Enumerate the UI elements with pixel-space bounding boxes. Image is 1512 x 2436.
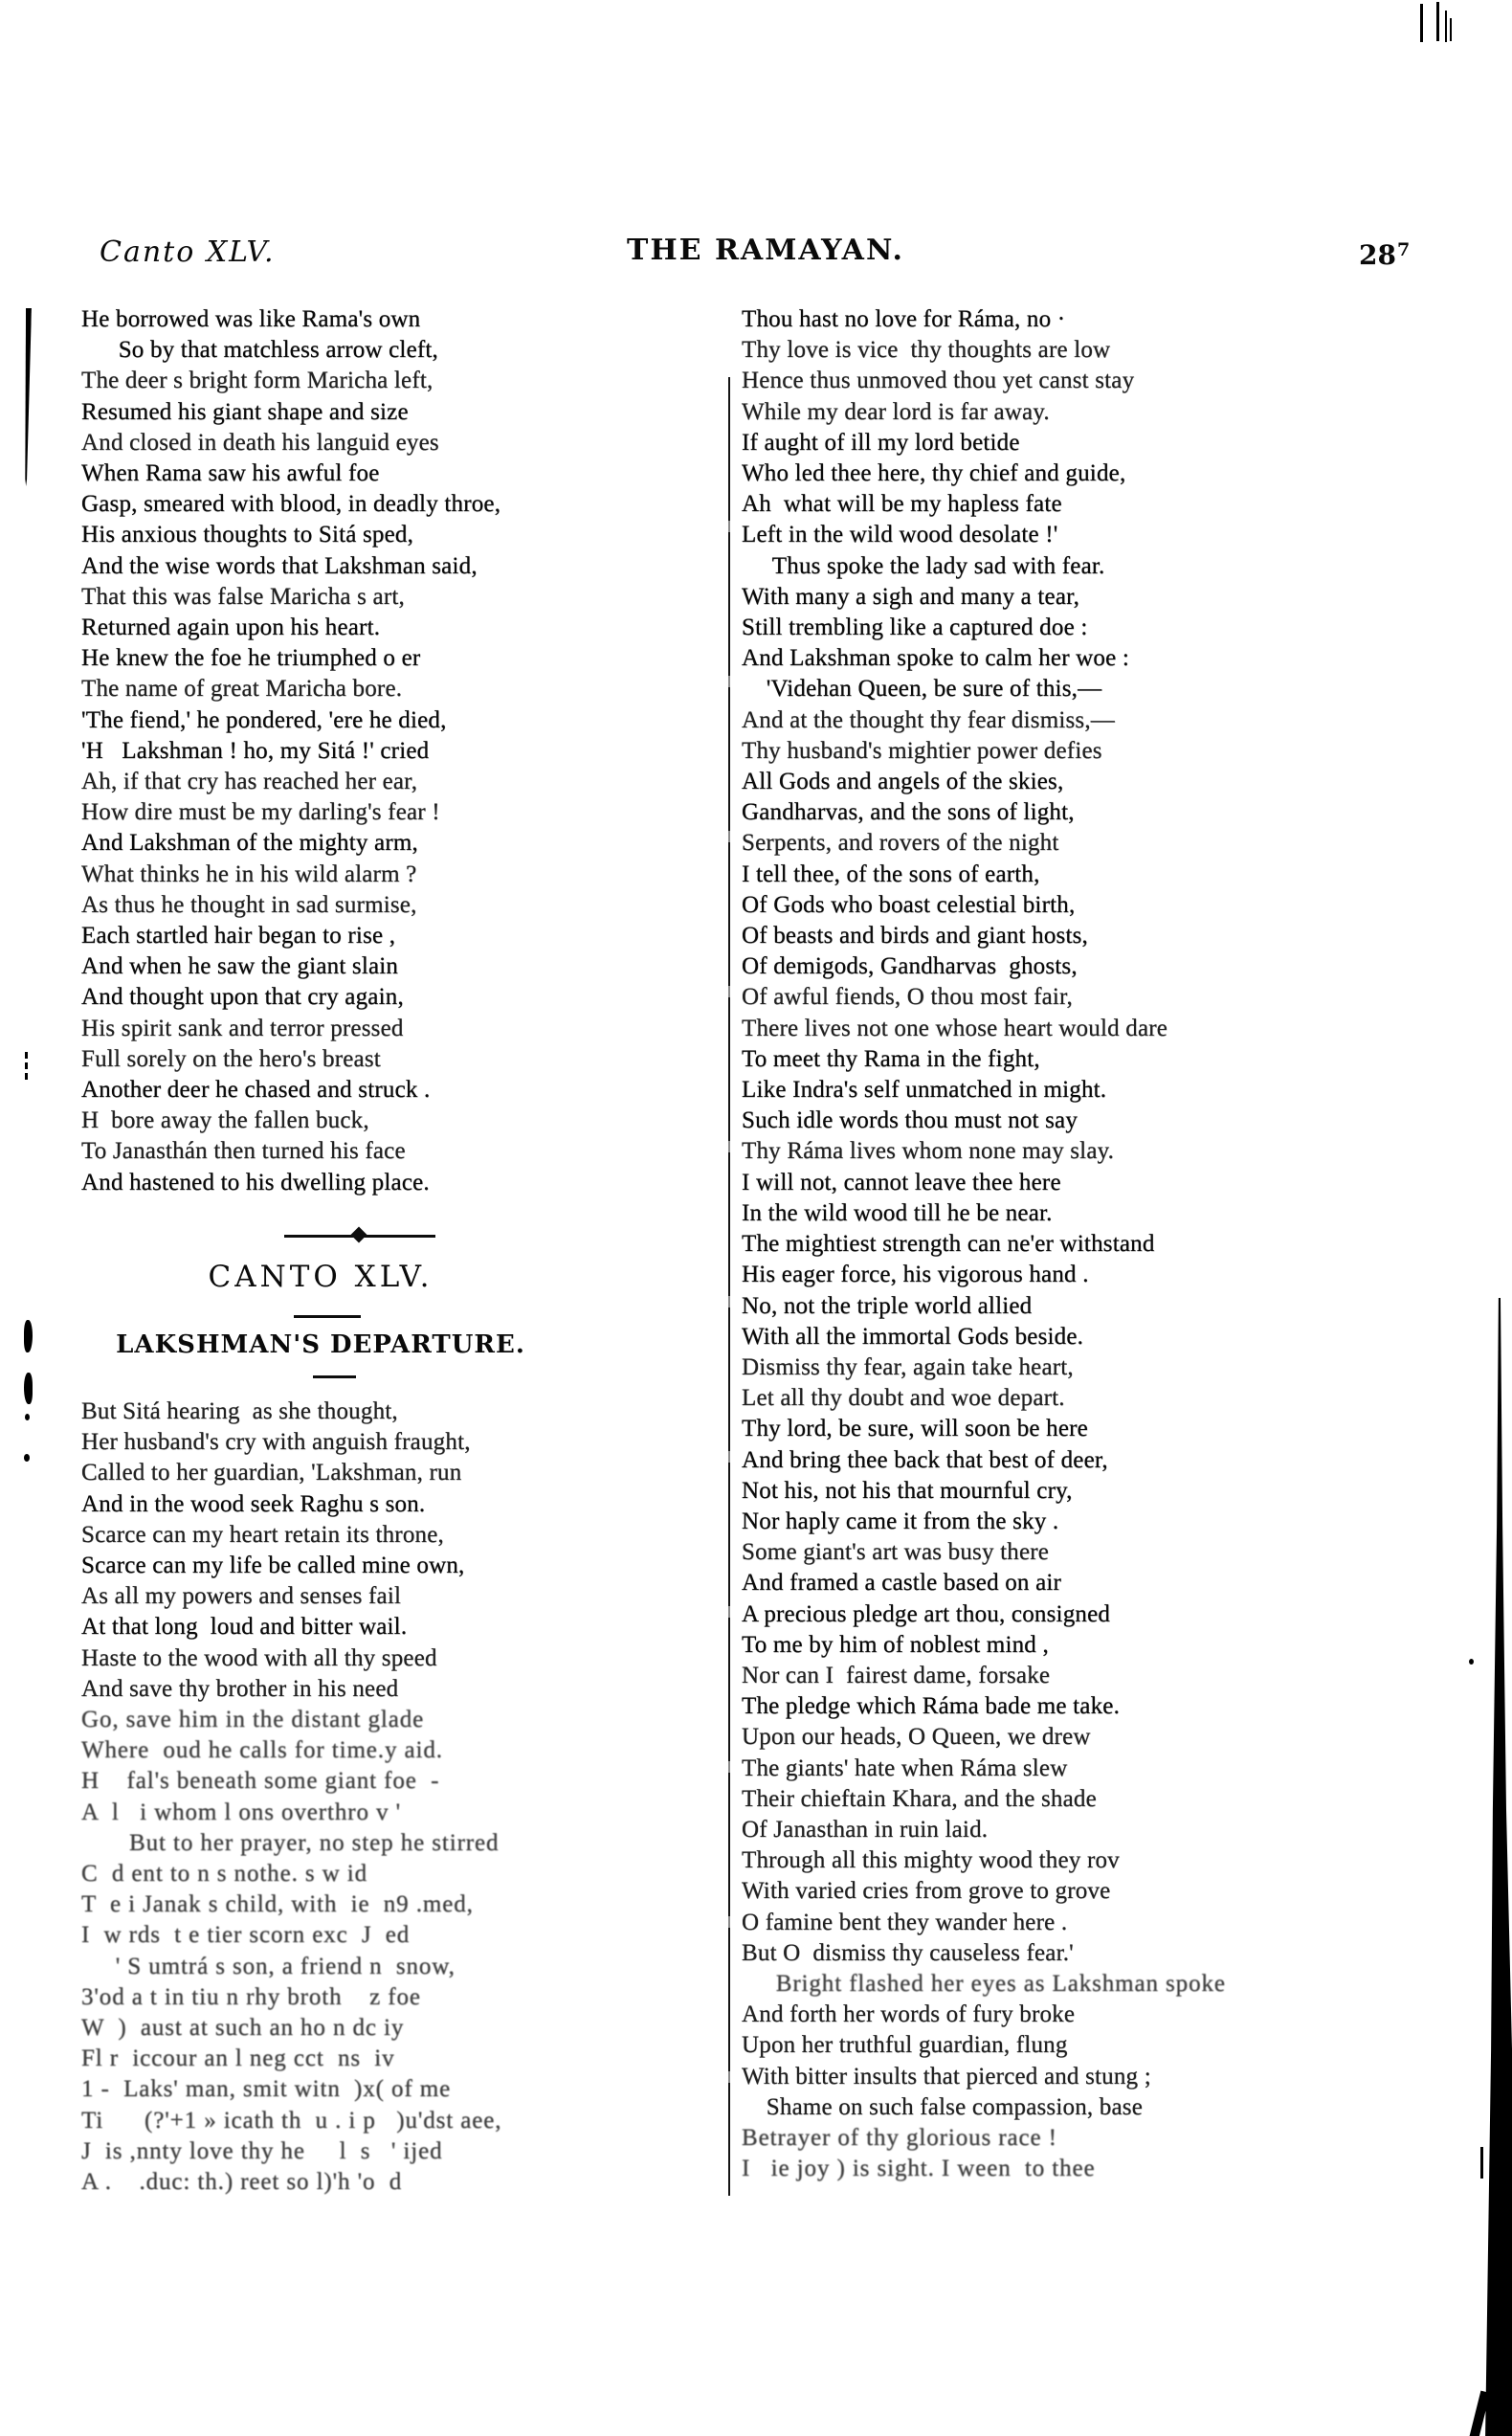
margin-ink-speck: [25, 1052, 28, 1083]
verse-line: Bright flashed her eyes as Lakshman spoke: [742, 1970, 1226, 1997]
right-column-verse: [742, 304, 1278, 2184]
verse-line: Not his, not his that mournful cry,: [742, 1477, 1073, 1504]
margin-ink-speck: [24, 1320, 33, 1352]
verse-line: I w rds t e tier scorn exc J ed: [81, 1922, 411, 1949]
verse-line: The giants' hate when Ráma slew: [742, 1754, 1068, 1781]
verse-line: Of demigods, Gandharvas ghosts,: [742, 953, 1078, 980]
verse-line: Called to her guardian, 'Lakshman, run: [81, 1460, 462, 1486]
verse-line: Left in the wild wood desolate !': [742, 522, 1058, 548]
verse-line: Gasp, smeared with blood, in deadly throe,: [81, 491, 501, 518]
verse-line: Scarce can my life be called mine own,: [81, 1553, 465, 1579]
scan-tick-mark: [1445, 11, 1447, 42]
verse-line: He knew the foe he triumphed o er: [81, 645, 421, 672]
verse-line: His spirit sank and terror pressed: [81, 1015, 404, 1041]
verse-line: O famine bent they wander here .: [742, 1909, 1068, 1935]
verse-line: But O dismiss thy causeless fear.': [742, 1939, 1074, 1966]
verse-line: Resumed his giant shape and size: [81, 398, 409, 425]
verse-line: The pledge which Ráma bade me take.: [742, 1693, 1121, 1720]
verse-line: Shame on such false compassion, base: [742, 2093, 1144, 2120]
verse-line: But to her prayer, no step he stirred: [81, 1829, 500, 1856]
verse-line: That this was false Maricha s art,: [81, 583, 405, 610]
verse-line: Upon her truthful guardian, flung: [742, 2032, 1068, 2059]
verse-line: And bring thee back that best of deer,: [742, 1446, 1108, 1473]
header-book-title: THE RAMAYAN.: [627, 234, 904, 267]
canto-subheading: LAKSHMAN'S DEPARTURE.: [116, 1330, 525, 1359]
verse-line: To meet thy Rama in the fight,: [742, 1045, 1040, 1072]
canto-heading: CANTO XLV.: [208, 1260, 434, 1294]
verse-line: Of Gods who boast celestial birth,: [742, 891, 1076, 918]
verse-line: Nor can I fairest dame, forsake: [742, 1662, 1051, 1688]
verse-line: And Lakshman spoke to calm her woe :: [742, 645, 1130, 672]
verse-line: With bitter insults that pierced and stung ;: [742, 2063, 1151, 2090]
page-number-main: 28: [1359, 239, 1396, 271]
verse-line: Betrayer of thy glorious race !: [742, 2124, 1057, 2151]
verse-line: Some giant's art was busy there: [742, 1539, 1050, 1566]
verse-line: Her husband's cry with anguish fraught,: [81, 1429, 471, 1456]
verse-line: H bore away the fallen buck,: [81, 1107, 369, 1134]
verse-line: Fl r iccour an l neg cct ns iv: [81, 2045, 395, 2072]
verse-line: Serpents, and rovers of the night: [742, 830, 1059, 857]
margin-ink-speck: [25, 1414, 30, 1420]
verse-line: ' S umtrá s son, a friend n snow,: [81, 1953, 456, 1979]
verse-line: Thy love is vice thy thoughts are low: [742, 337, 1111, 364]
verse-line: To Janasthán then turned his face: [81, 1138, 406, 1165]
section-ornament-diamond: [351, 1227, 367, 1243]
verse-line: With varied cries from grove to grove: [742, 1878, 1111, 1905]
verse-line: Such idle words thou must not say: [742, 1107, 1078, 1134]
verse-line: Of Janasthan in ruin laid.: [742, 1816, 989, 1843]
margin-ink-stroke: [22, 308, 32, 486]
verse-line: If aught of ill my lord betide: [742, 429, 1020, 456]
verse-line: Hence thus unmoved thou yet canst stay: [742, 368, 1135, 394]
verse-line: The deer s bright form Maricha left,: [81, 368, 434, 394]
verse-line: Scarce can my heart retain its throne,: [81, 1521, 444, 1548]
verse-line: Where oud he calls for time.y aid.: [81, 1737, 443, 1764]
verse-line: In the wild wood till he be near.: [742, 1199, 1053, 1226]
scan-tick-mark: [1450, 18, 1452, 41]
verse-line: Upon our heads, O Queen, we drew: [742, 1724, 1091, 1751]
verse-line: A precious pledge art thou, consigned: [742, 1600, 1111, 1627]
verse-line: And hastened to his dwelling place.: [81, 1169, 430, 1196]
verse-line: Haste to the wood with all thy speed: [81, 1644, 437, 1671]
verse-line: The name of great Maricha bore.: [81, 676, 403, 703]
margin-ink-speck: [1469, 1659, 1474, 1665]
verse-line: Thou hast no love for Ráma, no ·: [742, 306, 1066, 332]
verse-line: And thought upon that cry again,: [81, 984, 404, 1011]
verse-line: I will not, cannot leave thee here: [742, 1169, 1061, 1196]
verse-line: 1 - Laks' man, smit witn )x( of me: [81, 2076, 452, 2103]
verse-line: Thy husband's mightier power defies: [742, 737, 1102, 764]
verse-line: Ah what will be my hapless fate: [742, 491, 1062, 518]
scan-tick-mark: [1436, 2, 1439, 41]
verse-line: 'The fiend,' he pondered, 'ere he died,: [81, 706, 447, 733]
verse-line: So by that matchless arrow cleft,: [81, 337, 438, 364]
canto-heading-dash: [294, 1315, 361, 1318]
verse-line: Of awful fiends, O thou most fair,: [742, 984, 1074, 1011]
header-canto-label: Canto XLV.: [100, 235, 276, 269]
verse-line: Go, save him in the distant glade: [81, 1707, 425, 1733]
verse-line: Ti (?'+1 » icath th u . i p )u'dst aee,: [81, 2107, 502, 2134]
verse-line: Ah, if that cry has reached her ear,: [81, 769, 418, 795]
verse-line: 'H Lakshman ! ho, my Sitá !' cried: [81, 737, 430, 764]
verse-line: The mightiest strength can ne'er withstand: [742, 1231, 1155, 1258]
verse-line: What thinks he in his wild alarm ?: [81, 860, 417, 887]
verse-line: Thy Ráma lives whom none may slay.: [742, 1138, 1115, 1165]
verse-line: With all the immortal Gods beside.: [742, 1323, 1084, 1350]
canto-subheading-dash: [313, 1375, 356, 1378]
verse-line: I ie joy ) is sight. I ween to thee: [742, 2156, 1096, 2182]
verse-line: All Gods and angels of the skies,: [742, 769, 1064, 795]
page-number-superscript: 7: [1396, 239, 1411, 260]
verse-line: Each startled hair began to rise ,: [81, 923, 396, 950]
verse-line: While my dear lord is far away.: [742, 398, 1050, 425]
verse-line: And forth her words of fury broke: [742, 2001, 1076, 2028]
margin-ink-speck: [1480, 2147, 1483, 2179]
verse-line: Their chieftain Khara, and the shade: [742, 1785, 1097, 1812]
verse-line: When Rama saw his awful foe: [81, 460, 380, 487]
verse-line: How dire must be my darling's fear !: [81, 799, 440, 826]
verse-line: Another deer he chased and struck .: [81, 1077, 431, 1104]
verse-line: Let all thy doubt and woe depart.: [742, 1385, 1065, 1412]
verse-line: Who led thee here, thy chief and guide,: [742, 460, 1126, 487]
verse-line: A l i whom l ons overthro v ': [81, 1799, 401, 1825]
verse-line: Dismiss thy fear, again take heart,: [742, 1353, 1074, 1380]
left-column-verse-1: [81, 304, 617, 1198]
verse-line: With many a sigh and many a tear,: [742, 583, 1080, 610]
verse-line: And at the thought thy fear dismiss,—: [742, 706, 1115, 733]
verse-line: Like Indra's self unmatched in might.: [742, 1077, 1107, 1104]
verse-line: Thy lord, be sure, will soon be here: [742, 1416, 1088, 1442]
verse-line: Of beasts and birds and giant hosts,: [742, 923, 1089, 950]
verse-line: W ) aust at such an ho n dc iy: [81, 2015, 405, 2042]
verse-line: A . .duc: th.) reet so l)'h 'o d: [81, 2169, 403, 2196]
verse-line: No, not the triple world allied: [742, 1292, 1033, 1319]
page-number: [1359, 239, 1409, 271]
verse-line: As thus he thought in sad surmise,: [81, 891, 417, 918]
verse-line: T e i Janak s child, with ie n9 .med,: [81, 1891, 474, 1918]
verse-line: 'Videhan Queen, be sure of this,—: [742, 676, 1102, 703]
verse-line: His anxious thoughts to Sitá sped,: [81, 522, 414, 548]
verse-line: Through all this mighty wood they rov: [742, 1847, 1120, 1874]
margin-ink-speck: [24, 1454, 30, 1462]
verse-line: His eager force, his vigorous hand .: [742, 1262, 1089, 1288]
verse-line: As all my powers and senses fail: [81, 1583, 402, 1610]
verse-line: At that long loud and bitter wail.: [81, 1614, 408, 1641]
verse-line: And Lakshman of the mighty arm,: [81, 830, 418, 857]
verse-line: Still trembling like a captured doe :: [742, 615, 1088, 641]
verse-line: 3'od a t in tiu n rhy broth z foe: [81, 1983, 421, 2010]
verse-line: And when he saw the giant slain: [81, 953, 399, 980]
verse-line: But Sitá hearing as she thought,: [81, 1398, 398, 1424]
verse-line: There lives not one whose heart would dare: [742, 1015, 1168, 1041]
verse-line: And in the wood seek Raghu s son.: [81, 1490, 426, 1517]
verse-line: And save thy brother in his need: [81, 1675, 399, 1702]
page-edge-shadow: [1483, 1298, 1512, 2436]
verse-line: He borrowed was like Rama's own: [81, 306, 421, 332]
verse-line: Thus spoke the lady sad with fear.: [742, 552, 1105, 579]
verse-line: Returned again upon his heart.: [81, 615, 381, 641]
verse-line: To me by him of noblest mind ,: [742, 1631, 1049, 1658]
verse-line: J is ,nnty love thy he l s ' ijed: [81, 2137, 443, 2164]
verse-line: And closed in death his languid eyes: [81, 429, 439, 456]
left-column-verse-2: [81, 1397, 617, 2198]
verse-line: Full sorely on the hero's breast: [81, 1045, 381, 1072]
verse-line: I tell thee, of the sons of earth,: [742, 860, 1040, 887]
column-divider-rule: [728, 377, 730, 2196]
verse-line: Nor haply came it from the sky .: [742, 1508, 1059, 1534]
verse-line: And the wise words that Lakshman said,: [81, 552, 478, 579]
verse-line: And framed a castle based on air: [742, 1570, 1062, 1597]
verse-line: C d ent to n s nothe. s w id: [81, 1861, 368, 1888]
verse-line: Gandharvas, and the sons of light,: [742, 799, 1075, 826]
verse-line: H fal's beneath some giant foe -: [81, 1768, 440, 1795]
margin-ink-speck: [24, 1373, 33, 1404]
scan-tick-mark: [1420, 4, 1423, 42]
